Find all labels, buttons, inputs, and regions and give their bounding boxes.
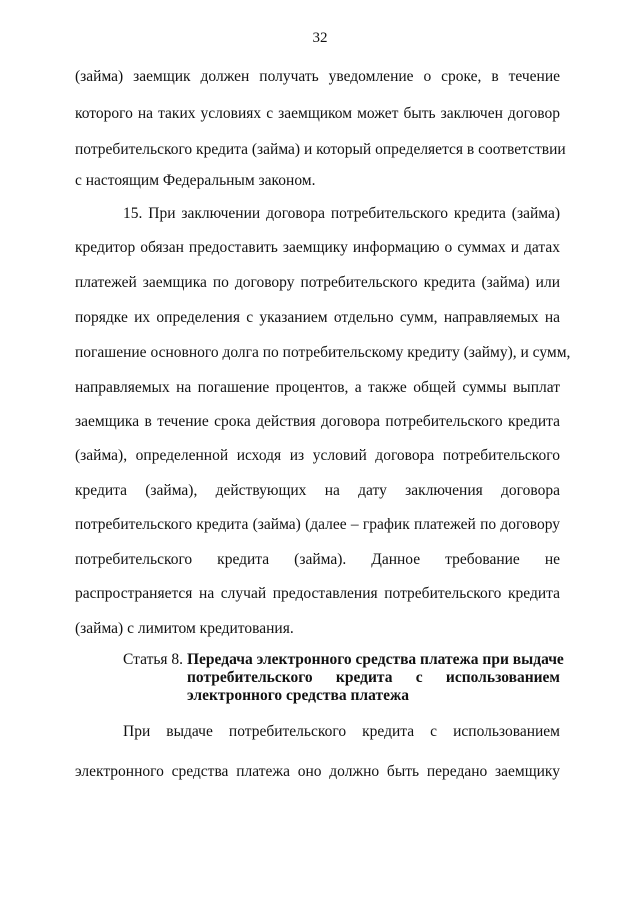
text-line: распространяется на случай предоставления потребительского кредита xyxy=(75,585,560,602)
text-line: заемщика в течение срока действия договора потребительского кредита xyxy=(75,413,560,430)
text-line: которого на таких условиях с заемщиком может быть заключен договор xyxy=(75,105,560,122)
page-number: 32 xyxy=(312,30,328,46)
text-line: платежей заемщика по договору потребительского кредита (займа) или xyxy=(75,274,560,291)
text-line: потребительского кредита (займа) и который определяется в соответствии xyxy=(75,141,566,158)
article-title-line: Передача электронного средства платежа при выдаче xyxy=(187,651,564,668)
article-title-line: потребительского кредита с использованием xyxy=(187,669,560,686)
text-line: 15. При заключении договора потребительского кредита (займа) xyxy=(123,205,560,222)
text-line: (займа), определенной исходя из условий договора потребительского xyxy=(75,447,560,464)
text-line: потребительского кредита (займа) (далее – график платежей по договору xyxy=(75,516,560,533)
text-line: порядке их определения с указанием отдельно сумм, направляемых на xyxy=(75,309,560,326)
text-line: погашение основного долга по потребительскому кредиту (займу), и сумм, xyxy=(75,344,571,361)
article-title-line: электронного средства платежа xyxy=(187,687,409,704)
text-line: При выдаче потребительского кредита с использованием xyxy=(123,723,560,740)
text-line: (займа) заемщик должен получать уведомление о сроке, в течение xyxy=(75,68,560,85)
text-line: (займа) с лимитом кредитования. xyxy=(75,620,294,637)
article-heading xyxy=(123,651,564,705)
article-label: Статья 8. xyxy=(123,651,184,668)
text-line: кредитор обязан предоставить заемщику информацию о суммах и датах xyxy=(75,239,560,256)
text-line: направляемых на погашение процентов, а также общей суммы выплат xyxy=(75,379,560,396)
text-line: потребительского кредита (займа). Данное требование не xyxy=(75,551,560,568)
article-title xyxy=(187,651,564,705)
text-line: кредита (займа), действующих на дату заключения договора xyxy=(75,482,560,499)
text-line: с настоящим Федеральным законом. xyxy=(75,172,316,189)
text-line: электронного средства платежа оно должно быть передано заемщику xyxy=(75,763,560,780)
